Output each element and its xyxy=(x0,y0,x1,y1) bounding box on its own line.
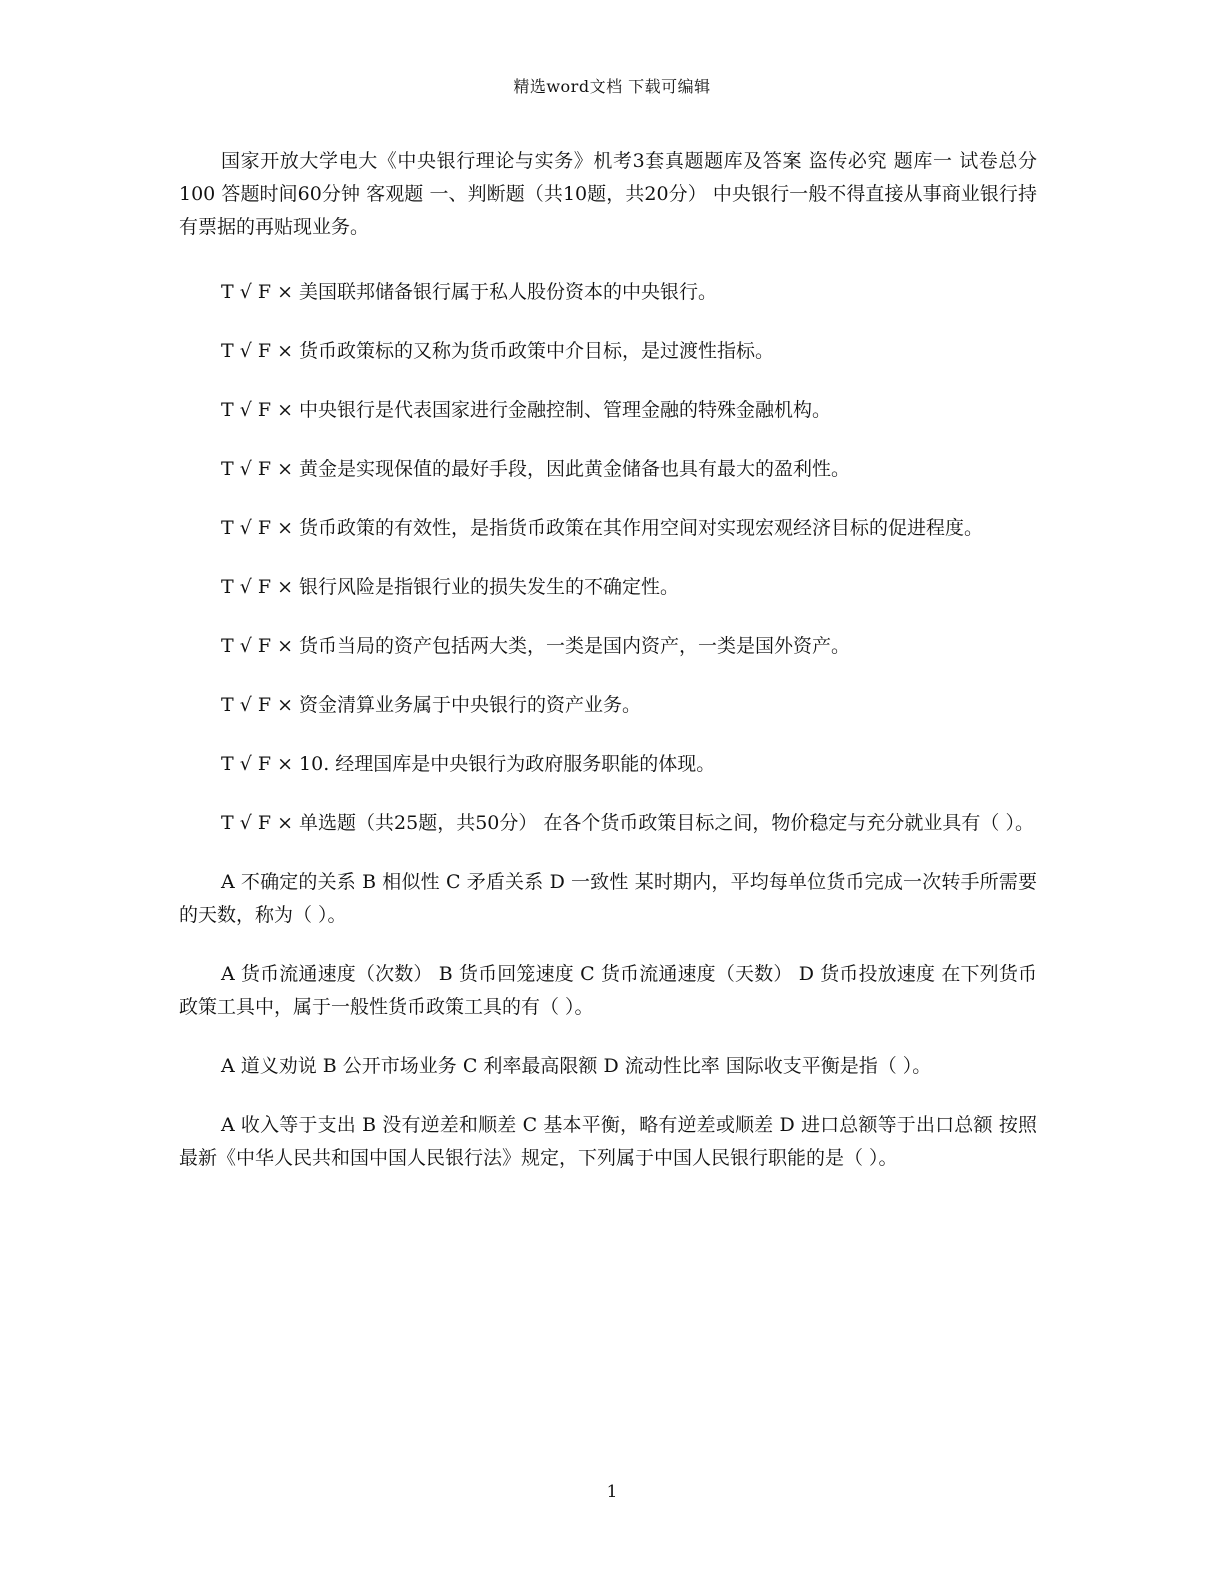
judgment-question-6: T √ F × 货币政策的有效性，是指货币政策在其作用空间对实现宏观经济目标的促进程度。 xyxy=(221,517,984,539)
single-choice-question-3: A 货币流通速度（次数） B 货币回笼速度 C 货币流通速度（天数） D 货币投放速度 在下列货币政策工具中，属于一般性货币政策工具的有（ ）。 xyxy=(179,963,1037,1018)
judgment-question-3: T √ F × 货币政策标的又称为货币政策中介目标，是过渡性指标。 xyxy=(221,340,775,362)
page-number: 1 xyxy=(606,1482,618,1502)
single-choice-question-2: A 不确定的关系 B 相似性 C 矛盾关系 D 一致性 某时期内，平均每单位货币完成一次转手所需要的天数，称为（ ）。 xyxy=(179,871,1037,926)
judgment-question-9: T √ F × 资金清算业务属于中央银行的资产业务。 xyxy=(221,694,642,716)
single-choice-question-5: A 收入等于支出 B 没有逆差和顺差 C 基本平衡，略有逆差或顺差 D 进口总额等于出口总额 按照最新《中华人民共和国中国人民银行法》规定，下列属于中国人民银行职能的是（ ）。 xyxy=(179,1114,1037,1169)
paragraph-intro: 国家开放大学电大《中央银行理论与实务》机考3套真题题库及答案 盗传必究 题库一 试卷总分100 答题时间60分钟 客观题 一、判断题（共10题，共20分） 中央银行一般不得直接从事商业银行持有票据的再贴现业务。 xyxy=(179,150,1037,238)
single-choice-question-4: A 道义劝说 B 公开市场业务 C 利率最高限额 D 流动性比率 国际收支平衡是指（ ）。 xyxy=(221,1055,932,1077)
page-header: 精选word文档 下载可编辑 xyxy=(513,77,711,96)
judgment-question-8: T √ F × 货币当局的资产包括两大类，一类是国内资产，一类是国外资产。 xyxy=(221,635,851,657)
document-body xyxy=(179,145,1037,1201)
single-choice-question-1: T √ F × 单选题（共25题，共50分） 在各个货币政策目标之间，物价稳定与充分就业具有（ ）。 xyxy=(221,812,1034,834)
judgment-question-5: T √ F × 黄金是实现保值的最好手段，因此黄金储备也具有最大的盈利性。 xyxy=(221,458,851,480)
judgment-question-7: T √ F × 银行风险是指银行业的损失发生的不确定性。 xyxy=(221,576,680,598)
judgment-question-10: T √ F × 10. 经理国库是中央银行为政府服务职能的体现。 xyxy=(221,753,716,775)
judgment-question-4: T √ F × 中央银行是代表国家进行金融控制、管理金融的特殊金融机构。 xyxy=(221,399,832,421)
judgment-question-2: T √ F × 美国联邦储备银行属于私人股份资本的中央银行。 xyxy=(221,281,718,303)
